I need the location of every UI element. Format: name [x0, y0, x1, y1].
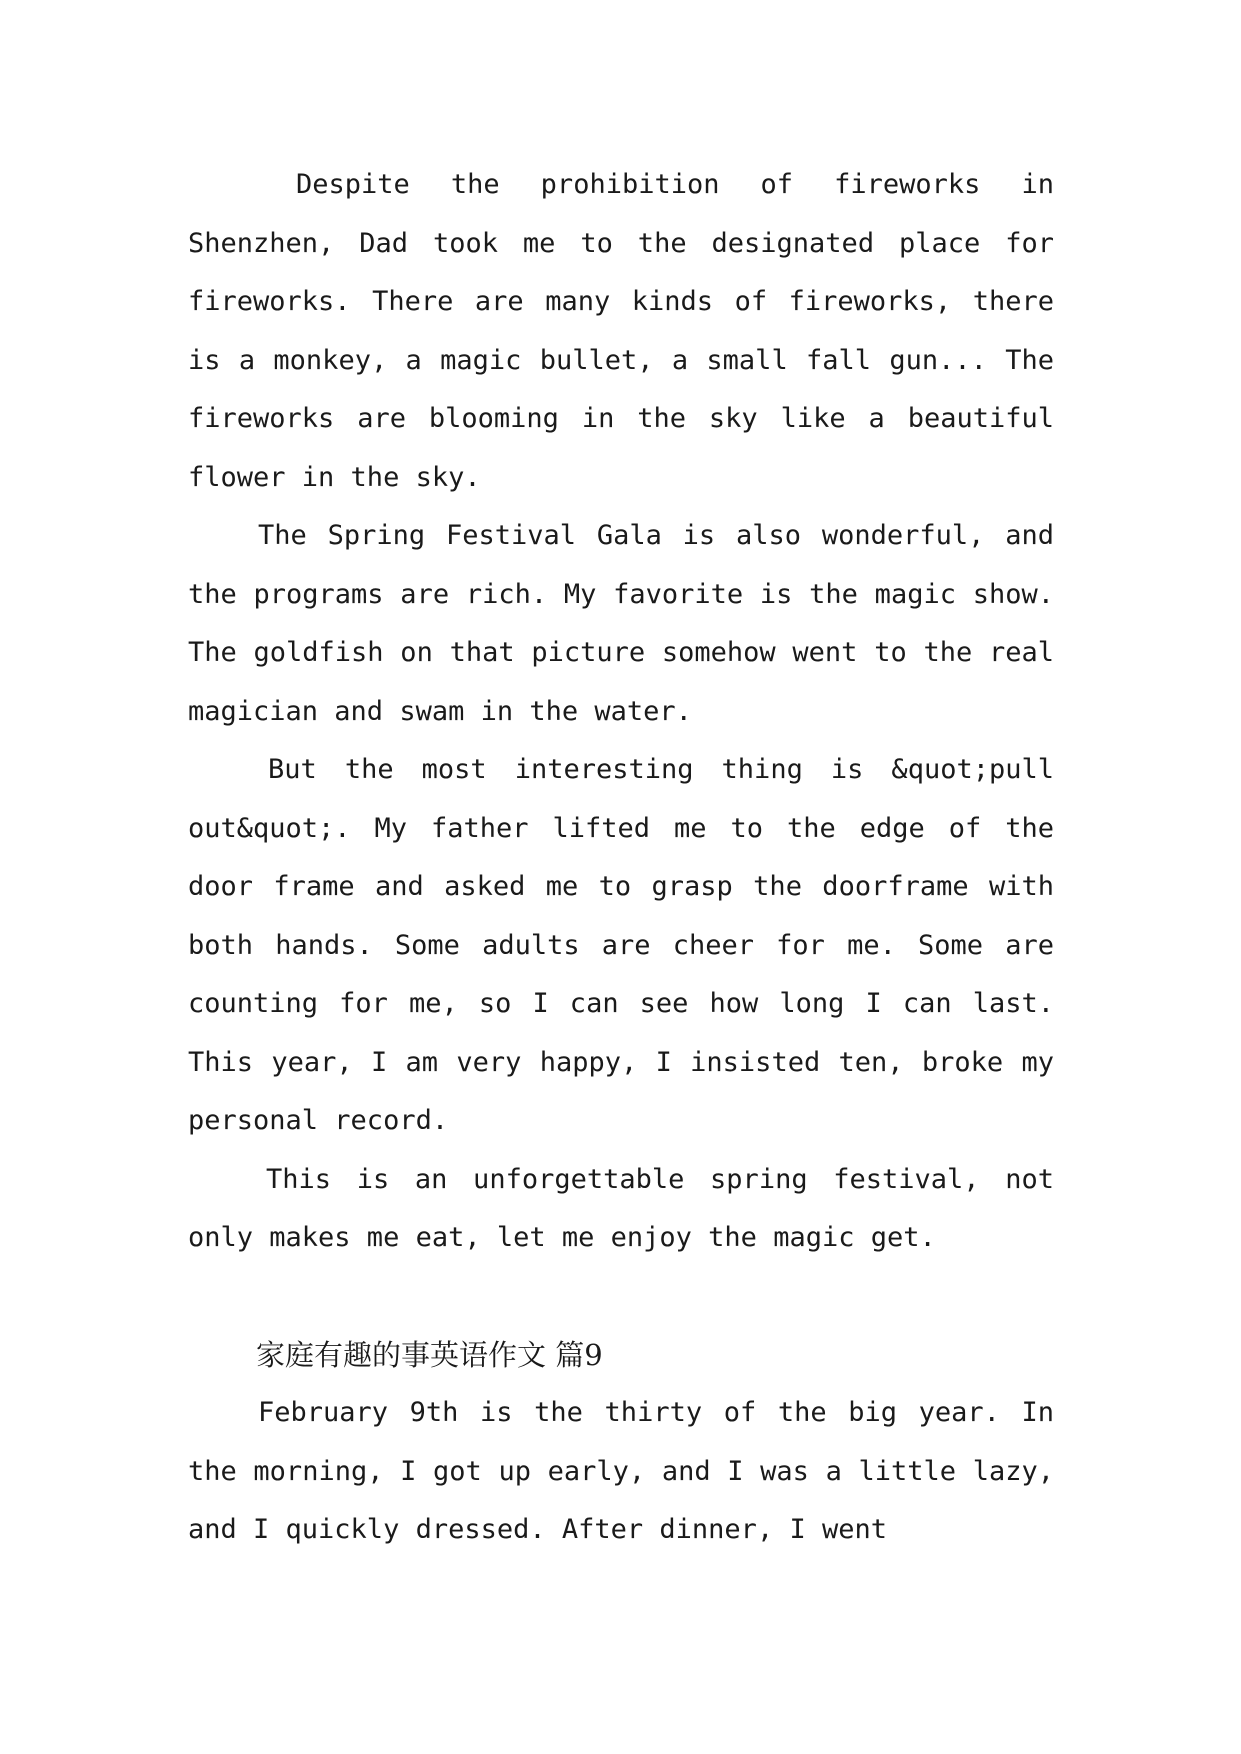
section-heading: 家庭有趣的事英语作文 篇9	[256, 1337, 603, 1372]
paragraph-february-9th: February 9th is the thirty of the big year. In the morning, I got up early, and I was a little lazy, and I quickly dressed. After dinner, I went	[188, 1397, 1054, 1545]
paragraph-conclusion: This is an unforgettable spring festival, not only makes me eat, let me enjoy the magic get.	[188, 1163, 1054, 1253]
paragraph-pull-out: But the most interesting thing is &quot;pull out&quot;. My father lifted me to the edge of the door frame and asked me to grasp the doorframe with both hands. Some adults are cheer for me. Some are counting for me, so I can see how long I can last. This year, I am very happy, I insisted ten, broke my personal record.	[188, 754, 1054, 1136]
document-body	[188, 156, 1054, 1560]
paragraph-spring-festival-gala: The Spring Festival Gala is also wonderful, and the programs are rich. My favorite is the magic show. The goldfish on that picture somehow went to the real magician and swam in the water.	[188, 520, 1054, 727]
paragraph-fireworks: Despite the prohibition of fireworks in Shenzhen, Dad took me to the designated place for fireworks. There are many kinds of fireworks, there is a monkey, a magic bullet, a small fall gun... The fireworks are blooming in the sky like a beautiful flower in the sky.	[188, 169, 1054, 493]
